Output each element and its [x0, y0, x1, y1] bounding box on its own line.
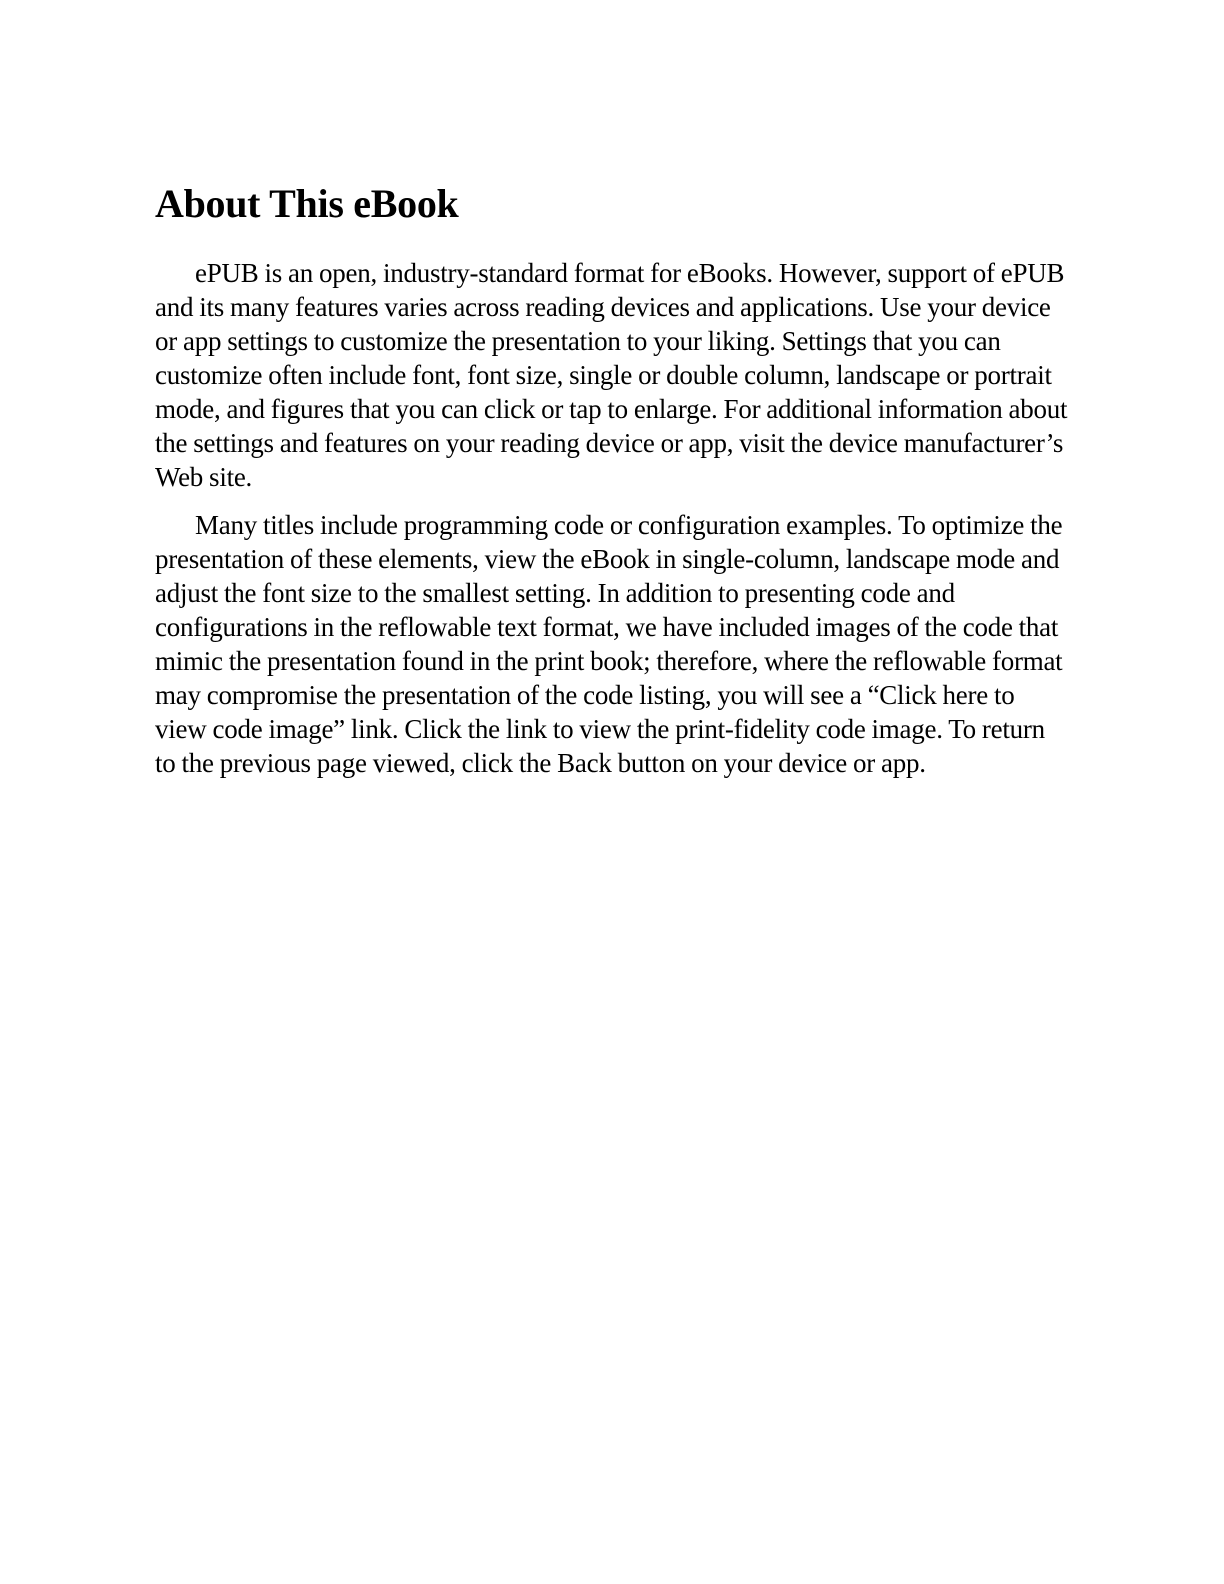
- paragraph-code-examples: Many titles include programming code or configuration examples. To optimize the presentation of these elements, view the eBook in single-column, landscape mode and adjust the font size to the smallest setting. In addition to presenting code and configurations in the reflowable text format, we have included images of the code that mimic the presentation found in the print book; therefore, where the reflowable format may compromise the presentation of the code listing, you will see a “Click here to view code image” link. Click the link to view the print-fidelity code image. To return to the previous page viewed, click the Back button on your device or app.: [155, 510, 1063, 778]
- document-page: [155, 178, 1070, 794]
- paragraph-epub-format: ePUB is an open, industry-standard format for eBooks. However, support of ePUB and its many features varies across reading devices and applications. Use your device or app settings to customize the presentation to your liking. Settings that you can customize often include font, font size, single or double column, landscape or portrait mode, and figures that you can click or tap to enlarge. For additional information about the settings and features on your reading device or app, visit the device manufacturer’s Web site.: [155, 258, 1068, 492]
- page-title: About This eBook: [155, 181, 459, 226]
